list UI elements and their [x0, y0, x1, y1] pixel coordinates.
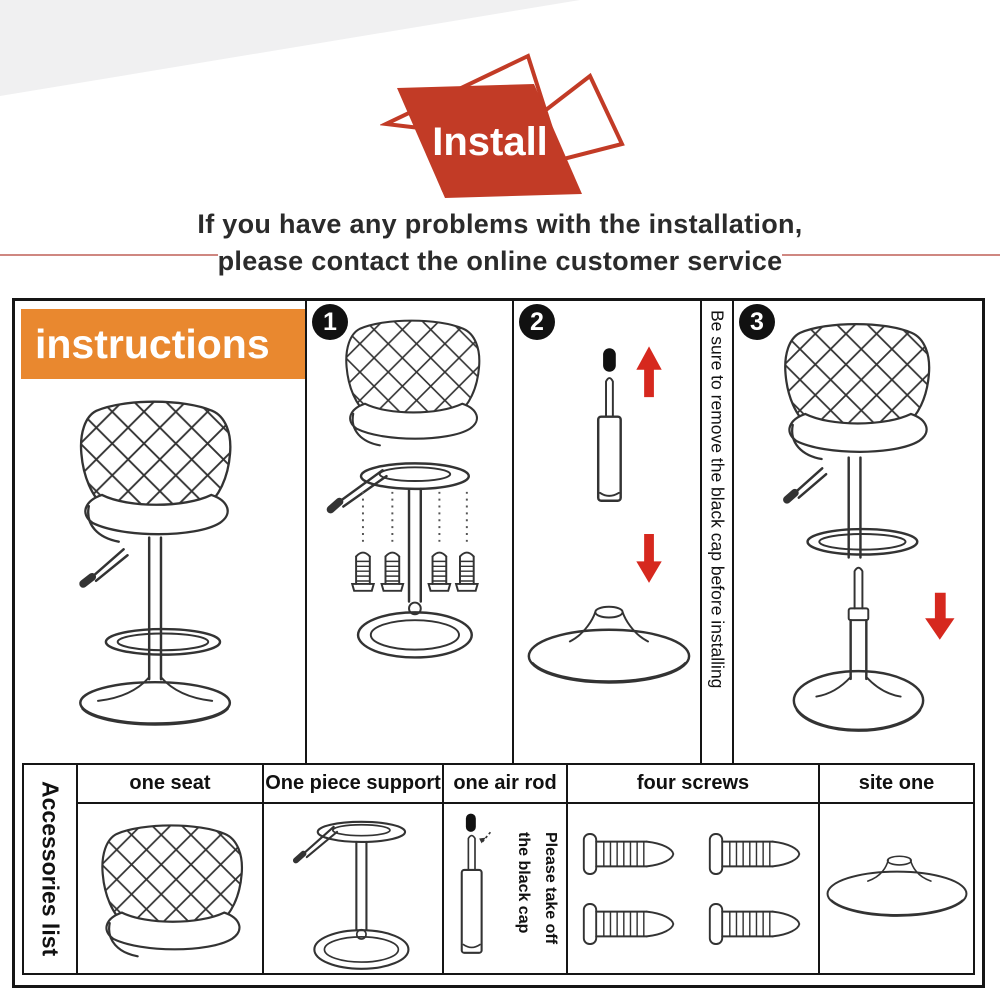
accessory-header-seat: one seat	[78, 765, 262, 804]
instructions-column	[15, 301, 307, 763]
support-drawing	[278, 805, 428, 973]
screws-grid	[580, 830, 806, 948]
bar-stool-drawing	[37, 393, 283, 749]
instructions-header: instructions	[21, 309, 305, 379]
air-rod-note	[510, 832, 564, 944]
vertical-note-text: Be sure to remove the black cap before installing	[707, 310, 728, 689]
screw-icon	[580, 830, 680, 878]
accessory-column-support	[264, 765, 444, 973]
accessory-header-base: site one	[820, 765, 973, 804]
accessories-section	[15, 763, 982, 985]
dome-base-drawing	[822, 846, 972, 932]
step-2-panel	[514, 301, 702, 763]
accessory-column-screws	[568, 765, 820, 973]
screw-icon	[706, 830, 806, 878]
screw-icon	[706, 900, 806, 948]
accessory-header-screws: four screws	[568, 765, 818, 804]
accessories-table	[22, 763, 975, 975]
accent-line-left	[0, 254, 218, 256]
subtitle-line-1: If you have any problems with the installation,	[197, 209, 803, 239]
up-arrow-icon	[636, 346, 661, 397]
step-3-badge: 3	[739, 304, 775, 340]
air-rod-drawing	[446, 808, 504, 970]
accessory-column-seat	[78, 765, 264, 973]
accessory-header-support: One piece support	[264, 765, 442, 804]
instruction-frame	[12, 298, 985, 988]
accessories-title: Accessories list	[24, 765, 78, 973]
black-cap-icon	[603, 348, 616, 371]
subtitle-line-2: please contact the online customer service	[217, 246, 783, 276]
step-1-drawing	[312, 309, 508, 755]
step-3-drawing	[738, 313, 978, 751]
step-1-badge: 1	[312, 304, 348, 340]
air-rod-note-line-2: the black cap	[515, 832, 532, 934]
step-3-panel	[734, 301, 982, 763]
black-cap-icon	[466, 813, 476, 831]
air-rod-note-line-1: Please take off	[542, 832, 560, 945]
down-arrow-icon	[636, 534, 661, 583]
step-2-drawing	[519, 317, 695, 747]
step-2-badge: 2	[519, 304, 555, 340]
install-banner-label: Install	[432, 120, 548, 164]
subtitle	[0, 206, 1000, 280]
steps-row	[15, 301, 982, 763]
accessory-header-air-rod: one air rod	[444, 765, 566, 804]
accessory-column-base	[820, 765, 973, 973]
accent-line-right	[782, 254, 1000, 256]
install-banner	[380, 48, 650, 206]
accessory-column-air-rod	[444, 765, 568, 973]
vertical-note-strip	[702, 301, 734, 763]
screw-icon	[580, 900, 680, 948]
step-1-panel	[307, 301, 514, 763]
down-arrow-icon	[925, 593, 954, 640]
seat-drawing	[87, 818, 253, 960]
